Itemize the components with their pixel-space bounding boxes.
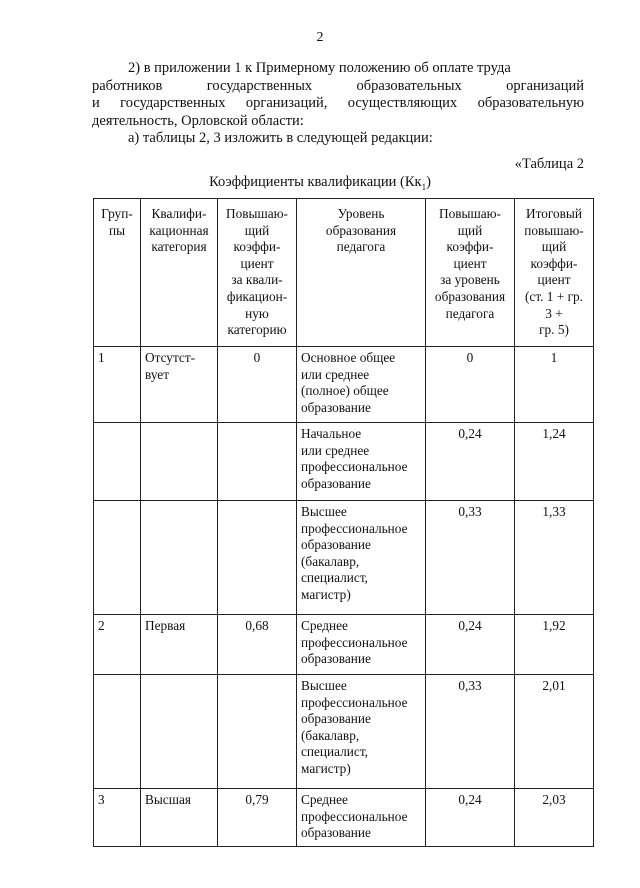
table-row (94, 615, 594, 675)
cell-education-coefficient: 0,24 (426, 423, 515, 501)
cell-education-level: Начальное или среднее профессиональное образование (297, 423, 426, 501)
cell-category (141, 501, 218, 615)
paragraph-line: деятельность, Орловской области: (92, 112, 304, 129)
paragraph-line: 2) в приложении 1 к Примерному положению об оплате труда (128, 60, 511, 76)
page-number: 2 (316, 30, 324, 45)
word: и (92, 95, 100, 112)
word: работников (92, 77, 163, 94)
table-row (94, 347, 594, 423)
table-label: «Таблица 2 (514, 156, 584, 172)
table-title-subscript: 1 (421, 181, 427, 192)
word: государственных (206, 77, 313, 94)
cell-category (141, 423, 218, 501)
cell-education-level: Основное общее или среднее (полное) общее образование (297, 347, 426, 423)
cell-group (94, 675, 141, 789)
cell-category-coefficient: 0,79 (218, 789, 297, 847)
table-row (94, 789, 594, 847)
word: организаций (506, 77, 584, 94)
cell-education-level: Среднее профессиональное образование (297, 615, 426, 675)
cell-total-coefficient: 1,92 (515, 615, 594, 675)
sub-paragraph: а) таблицы 2, 3 изложить в следующей редакции: (128, 130, 433, 147)
cell-total-coefficient: 1,33 (515, 501, 594, 615)
word: государственных (120, 95, 226, 112)
cell-category (141, 675, 218, 789)
cell-total-coefficient: 1,24 (515, 423, 594, 501)
cell-category-coefficient: 0 (218, 347, 297, 423)
header-education-level: Уровень образования педагога (297, 199, 426, 347)
cell-education-level: Высшее профессиональное образование (бакалавр, специалист, магистр) (297, 501, 426, 615)
header-total-coefficient: Итоговый повышаю- щий коэффи- циент (ст. 1 + гр. 3 + гр. 5) (515, 199, 594, 347)
table-row (94, 675, 594, 789)
cell-total-coefficient: 2,03 (515, 789, 594, 847)
word: образовательную (477, 95, 584, 112)
coefficients-table (93, 198, 594, 847)
cell-group (94, 501, 141, 615)
cell-education-coefficient: 0,33 (426, 675, 515, 789)
word: осуществляющих (347, 95, 458, 112)
header-group: Груп- пы (94, 199, 141, 347)
table-row (94, 501, 594, 615)
cell-category-coefficient: 0,68 (218, 615, 297, 675)
table-row (94, 423, 594, 501)
cell-group: 3 (94, 789, 141, 847)
cell-total-coefficient: 1 (515, 347, 594, 423)
cell-education-coefficient: 0 (426, 347, 515, 423)
table-title (0, 174, 640, 192)
cell-category-coefficient (218, 675, 297, 789)
table-title-text: Коэффициенты квалификации (Кк (209, 174, 422, 190)
cell-category-coefficient (218, 423, 297, 501)
cell-education-level: Высшее профессиональное образование (бакалавр, специалист, магистр) (297, 675, 426, 789)
header-category: Квалифи- кационная категория (141, 199, 218, 347)
header-education-coefficient: Повышаю- щий коэффи- циент за уровень образования педагога (426, 199, 515, 347)
word: организаций, (245, 95, 328, 112)
cell-total-coefficient: 2,01 (515, 675, 594, 789)
cell-category: Отсутст- вует (141, 347, 218, 423)
paragraph-line (92, 78, 584, 96)
cell-category: Первая (141, 615, 218, 675)
paragraph-line (92, 95, 584, 113)
cell-education-coefficient: 0,24 (426, 615, 515, 675)
amendment-paragraph (92, 60, 584, 148)
word: образовательных (356, 77, 462, 94)
cell-category-coefficient (218, 501, 297, 615)
cell-education-coefficient: 0,33 (426, 501, 515, 615)
cell-group: 1 (94, 347, 141, 423)
cell-education-coefficient: 0,24 (426, 789, 515, 847)
cell-group: 2 (94, 615, 141, 675)
table-header-row (94, 199, 594, 347)
table-title-close: ) (426, 174, 431, 190)
cell-education-level: Среднее профессиональное образование (297, 789, 426, 847)
cell-category: Высшая (141, 789, 218, 847)
cell-group (94, 423, 141, 501)
header-category-coefficient: Повышаю- щий коэффи- циент за квали- фикацион- ную категорию (218, 199, 297, 347)
